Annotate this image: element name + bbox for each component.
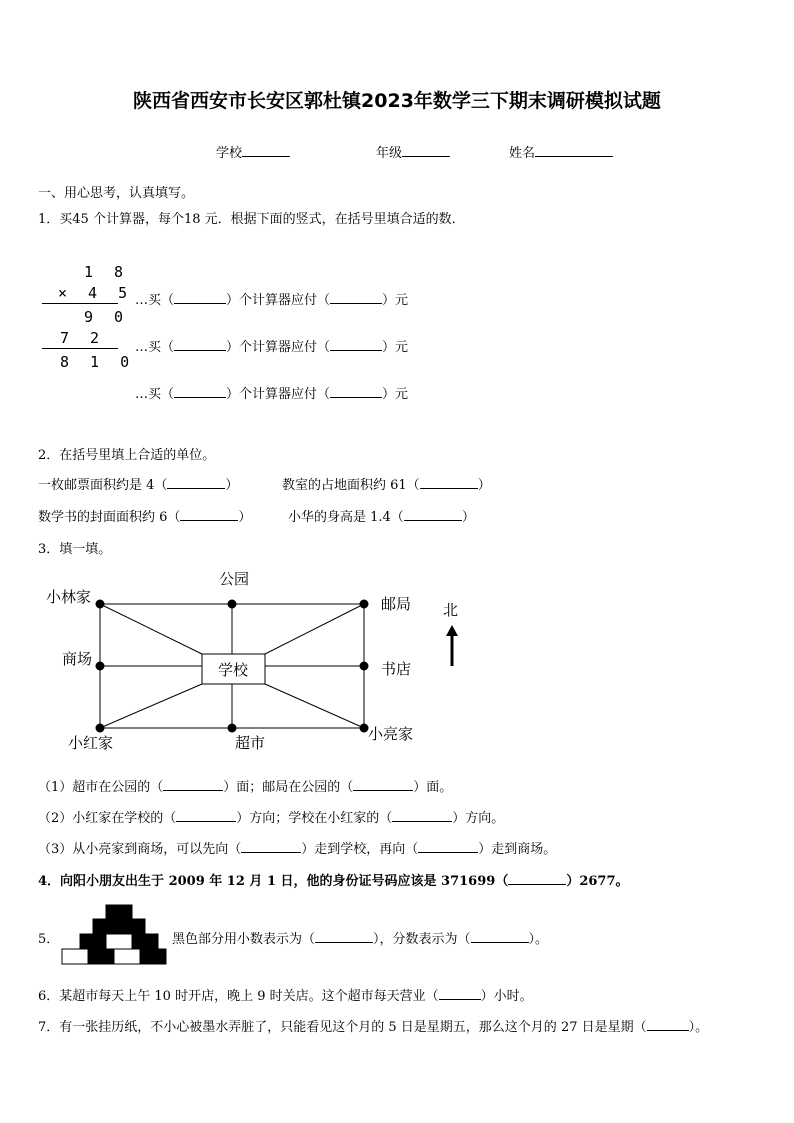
question-3: 3．填一填。 xyxy=(38,542,112,557)
grade-label: 年级 xyxy=(376,146,403,161)
school-field xyxy=(216,142,290,161)
calc-fill-line-2: …买（ ）个计算器应付（ ）元 xyxy=(135,336,408,355)
question-2: 2．在括号里填上合适的单位。 xyxy=(38,448,216,463)
height-unit-blank[interactable] xyxy=(404,507,462,521)
question-5: 黑色部分用小数表示为（ ），分数表示为（ ）。 xyxy=(172,928,548,947)
calc-row-5: 8 1 0 xyxy=(60,353,136,371)
count-blank[interactable] xyxy=(174,384,226,398)
q3-sub-2: （2）小红家在学校的（ ）方向；学校在小红家的（ ）方向。 xyxy=(38,807,504,826)
name-blank[interactable] xyxy=(535,143,613,157)
bookstore-dot xyxy=(360,662,369,671)
mall-label: 商场 xyxy=(62,650,93,668)
post-dot xyxy=(360,600,369,609)
count-blank[interactable] xyxy=(174,337,226,351)
calc-row-3: 9 0 xyxy=(84,308,130,326)
name-field xyxy=(509,142,613,161)
section-heading: 一、用心思考，认真填写。 xyxy=(38,186,195,201)
xiaohong-label: 小红家 xyxy=(68,734,114,752)
name-label: 姓名 xyxy=(509,146,536,161)
question-1: 1．买45 个计算器，每个18 元．根据下面的竖式，在括号里填合适的数． xyxy=(38,212,465,227)
direction-blank-6[interactable] xyxy=(418,839,478,853)
school-label: 学校 xyxy=(216,146,243,161)
grade-blank[interactable] xyxy=(402,143,450,157)
north-arrow-icon xyxy=(446,625,458,666)
grade-field xyxy=(376,142,450,161)
calc-line-2 xyxy=(42,348,118,349)
direction-blank-4[interactable] xyxy=(392,808,452,822)
supermarket-label: 超市 xyxy=(235,734,266,752)
q2-item-d: 小华的身高是 1.4（ ） xyxy=(288,506,475,525)
post-label: 邮局 xyxy=(381,595,412,613)
decimal-blank[interactable] xyxy=(315,929,373,943)
q3-sub-1: （1）超市在公园的（ ）面；邮局在公园的（ ）面。 xyxy=(38,776,452,795)
block-pyramid-figure xyxy=(61,904,171,966)
calc-row-1: 1 8 xyxy=(84,263,130,281)
id-digits-blank[interactable] xyxy=(508,871,566,885)
book-unit-blank[interactable] xyxy=(180,507,238,521)
weekday-blank[interactable] xyxy=(647,1017,689,1031)
q3-sub-3: （3）从小亮家到商场，可以先向（ ）走到学校，再向（ ）走到商场。 xyxy=(38,838,556,857)
xiaolin-dot xyxy=(96,600,105,609)
question-6: 6．某超市每天上午 10 时开店，晚上 9 时关店。这个超市每天营业（ ）小时。 xyxy=(38,985,533,1004)
price-blank[interactable] xyxy=(330,337,382,351)
xiaoliang-label: 小亮家 xyxy=(368,725,414,743)
park-dot xyxy=(228,600,237,609)
count-blank[interactable] xyxy=(174,290,226,304)
q2-item-c: 数学书的封面面积约 6（ ） xyxy=(38,506,251,525)
question-4: 4．向阳小朋友出生于 2009 年 12 月 1 日，他的身份证号码应该是 371699（ ）2677。 xyxy=(38,870,629,889)
hours-blank[interactable] xyxy=(439,986,481,1000)
xiaolin-label: 小林家 xyxy=(46,588,92,606)
calc-fill-line-3: …买（ ）个计算器应付（ ）元 xyxy=(135,383,408,402)
direction-blank-3[interactable] xyxy=(176,808,236,822)
school-blank[interactable] xyxy=(242,143,290,157)
direction-blank-5[interactable] xyxy=(241,839,301,853)
direction-blank-1[interactable] xyxy=(163,777,223,791)
question-7: 7．有一张挂历纸，不小心被墨水弄脏了，只能看见这个月的 5 日是星期五，那么这个月的 27 日是星期（ ）。 xyxy=(38,1016,708,1035)
price-blank[interactable] xyxy=(330,384,382,398)
park-label: 公园 xyxy=(219,570,250,588)
q2-item-b: 教室的占地面积约 61（ ） xyxy=(282,474,491,493)
calc-row-2: × 4 5 xyxy=(58,284,134,302)
location-map xyxy=(0,560,794,760)
calc-row-4: 7 2 xyxy=(60,329,106,347)
calc-fill-line-1: …买（ ）个计算器应付（ ）元 xyxy=(135,289,408,308)
supermarket-dot xyxy=(228,724,237,733)
mall-dot xyxy=(96,662,105,671)
north-label: 北 xyxy=(443,601,459,619)
direction-blank-2[interactable] xyxy=(353,777,413,791)
fraction-blank[interactable] xyxy=(471,929,529,943)
q2-item-a: 一枚邮票面积约是 4（ ） xyxy=(38,474,238,493)
price-blank[interactable] xyxy=(330,290,382,304)
stamp-unit-blank[interactable] xyxy=(167,475,225,489)
bookstore-label: 书店 xyxy=(381,660,412,678)
classroom-unit-blank[interactable] xyxy=(420,475,478,489)
school-label: 学校 xyxy=(218,661,249,679)
page-title: 陕西省西安市长安区郭杜镇2023年数学三下期末调研模拟试题 xyxy=(133,90,661,112)
calc-line-1 xyxy=(42,303,118,304)
question-5-number: 5． xyxy=(38,932,60,947)
xiaohong-dot xyxy=(96,724,105,733)
